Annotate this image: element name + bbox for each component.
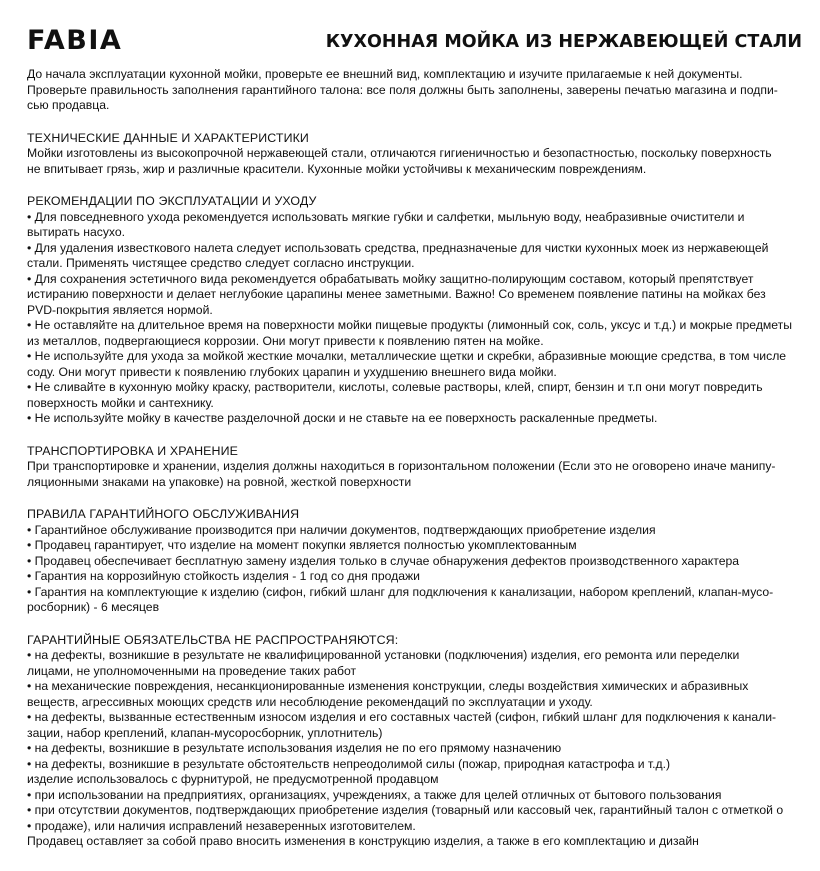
text-line: • Не оставляйте на длительное время на поверхности мойки пищевые продукты (лимонный сок, соль, уксус и т.д.) и мокрые предметы xyxy=(27,318,793,332)
section-heading: ПРАВИЛА ГАРАНТИЙНОГО ОБСЛУЖИВАНИЯ xyxy=(27,507,300,521)
text-line: из металлов, подвергающиеся коррозии. Они могут привести к появлению пятен на мойке. xyxy=(27,333,544,348)
text-line: PVD-покрытия является нормой. xyxy=(27,302,213,317)
text-line: сью продавца. xyxy=(27,98,110,112)
text-line: • Не используйте для ухода за мойкой жесткие мочалки, металлические щетки и скребки, абразивные моющие средства, в том числе xyxy=(27,349,787,363)
page-header xyxy=(27,26,802,58)
text-line: Проверьте правильность заполнения гарантийного талона: все поля должны быть заполнены, заверены печатью магазина и подпи- xyxy=(27,82,778,97)
section-heading: РЕКОМЕНДАЦИИ ПО ЭКСПЛУАТАЦИИ И УХОДУ xyxy=(27,194,317,208)
section-warranty-rules xyxy=(27,507,809,616)
section-heading: ТЕХНИЧЕСКИЕ ДАННЫЕ И ХАРАКТЕРИСТИКИ xyxy=(27,130,309,145)
text-line: поверхность мойки и сантехнику. xyxy=(27,395,214,410)
text-line: • при использовании на предприятиях, организациях, учреждениях, а также для целей отличных от бытового пользования xyxy=(27,787,722,802)
document-title: КУХОННАЯ МОЙКА ИЗ НЕРЖАВЕЮЩЕЙ СТАЛИ xyxy=(325,32,802,52)
text-line: Продавец оставляет за собой право вносить изменения в конструкцию изделия, а также в его комплектацию и дизайн xyxy=(27,834,699,848)
text-line: • Для сохранения эстетичного вида рекомендуется обрабатывать мойку защитно-полирующим составом, который препятствует xyxy=(27,271,754,286)
text-line: соду. Они могут привести к появлению глубоких царапин и ухудшению внешнего вида мойки. xyxy=(27,364,557,379)
text-line: зации, набор креплений, клапан-мусоросборник, уплотнитель) xyxy=(27,725,383,740)
text-line: • Гарантия на комплектующие к изделию (сифон, гибкий шланг для подключения к канализации, набором креплений, клапан-мусо- xyxy=(27,584,774,599)
text-line: • на дефекты, возникшие в результате не квалифицированной установки (подключения) изделия, его ремонта или переделки xyxy=(27,648,740,662)
document-body xyxy=(27,67,809,850)
text-line: • при отсутствии документов, подтверждающих приобретение изделия (товарный или кассовый чек, гарантийный талон с отметкой о xyxy=(27,803,784,817)
text-line: • Не сливайте в кухонную мойку краску, растворители, кислоты, солевые растворы, клей, спирт, бензин и т.п они могут повредить xyxy=(27,380,763,394)
text-line: стали. Применять чистящее средство следует согласно инструкции. xyxy=(27,256,415,270)
text-line: • на механические повреждения, несанкционированные изменения конструкции, следы воздействия химических и абразивных xyxy=(27,679,749,693)
text-line: • Для удаления известкового налета следует использовать средства, предназначеные для чистки кухонных моек из нержавеющей xyxy=(27,240,769,255)
text-line: При транспортировке и хранении, изделия должны находиться в горизонтальном положении (Если это не оговорено иначе манипу- xyxy=(27,459,776,473)
text-line: До начала эксплуатации кухонной мойки, проверьте ее внешний вид, комплектацию и изучите прилагаемые к ней документы. xyxy=(27,67,743,81)
text-line: ляционными знаками на упаковке) на ровной, жесткой поверхности xyxy=(27,474,412,489)
section-transport xyxy=(27,444,809,491)
text-line: • Для повседневного ухода рекомендуется использовать мягкие губки и салфетки, мыльную воду, неабразивные очистители и xyxy=(27,209,745,224)
text-line: • Гарантийное обслуживание производится при наличии документов, подтверждающих приобретение изделия xyxy=(27,522,656,537)
text-line: не впитывает грязь, жир и различные красители. Кухонные мойки устойчивы к механическим повреждениям. xyxy=(27,161,647,176)
section-care xyxy=(27,194,809,427)
text-line: вытирать насухо. xyxy=(27,225,126,239)
text-line: Мойки изготовлены из высокопрочной нержавеющей стали, отличаются гигиеничностью и безопастностью, поскольку поверхность xyxy=(27,146,772,160)
text-line: • Продавец гарантирует, что изделие на момент покупки является полностью укомплектованным xyxy=(27,538,577,552)
text-line: • Гарантия на коррозийную стойкость изделия - 1 год со дня продажи xyxy=(27,569,420,583)
section-technical xyxy=(27,131,809,178)
section-heading: ТРАНСПОРТИРОВКА И ХРАНЕНИЕ xyxy=(27,443,238,458)
section-warranty-exclusions xyxy=(27,633,809,850)
text-line: • на дефекты, возникшие в результате использования изделия не по его прямому назначению xyxy=(27,741,562,755)
section-heading: ГАРАНТИЙНЫЕ ОБЯЗАТЕЛЬСТВА НЕ РАСПРОСТРАНЯЮТСЯ: xyxy=(27,632,399,647)
text-line: • Не используйте мойку в качестве разделочной доски и не ставьте на ее поверхность раскаленные предметы. xyxy=(27,411,658,425)
text-line: • на дефекты, вызванные естественным износом изделия и его составных частей (сифон, гибкий шланг для подключения к канали- xyxy=(27,710,777,724)
text-line: • продаже), или наличия исправлений незаверенных изготовителем. xyxy=(27,818,416,833)
brand-logo: FABIA xyxy=(27,25,123,56)
text-line: веществ, агрессивных моющих средств или несоблюдение рекомендаций по эксплуатации и уходу. xyxy=(27,694,593,709)
text-line: • на дефекты, возникшие в результате обстоятельств непреодолимой силы (пожар, природная катастрофа и т.д.) xyxy=(27,756,671,771)
text-line: • Продавец обеспечивает бесплатную замену изделия только в случае обнаружения дефектов производственного характера xyxy=(27,553,740,568)
text-line: истиранию поверхности и делает неглубокие царапины менее заметными. Важно! Со временем появление патины на мойках без xyxy=(27,287,766,301)
text-line: лицами, не уполномоченными на проведение таких работ xyxy=(27,663,357,678)
text-line: изделие использовалось с фурнитурой, не предусмотренной продавцом xyxy=(27,772,439,786)
text-line: росборник) - 6 месяцев xyxy=(27,600,160,614)
intro-paragraph xyxy=(27,67,809,114)
